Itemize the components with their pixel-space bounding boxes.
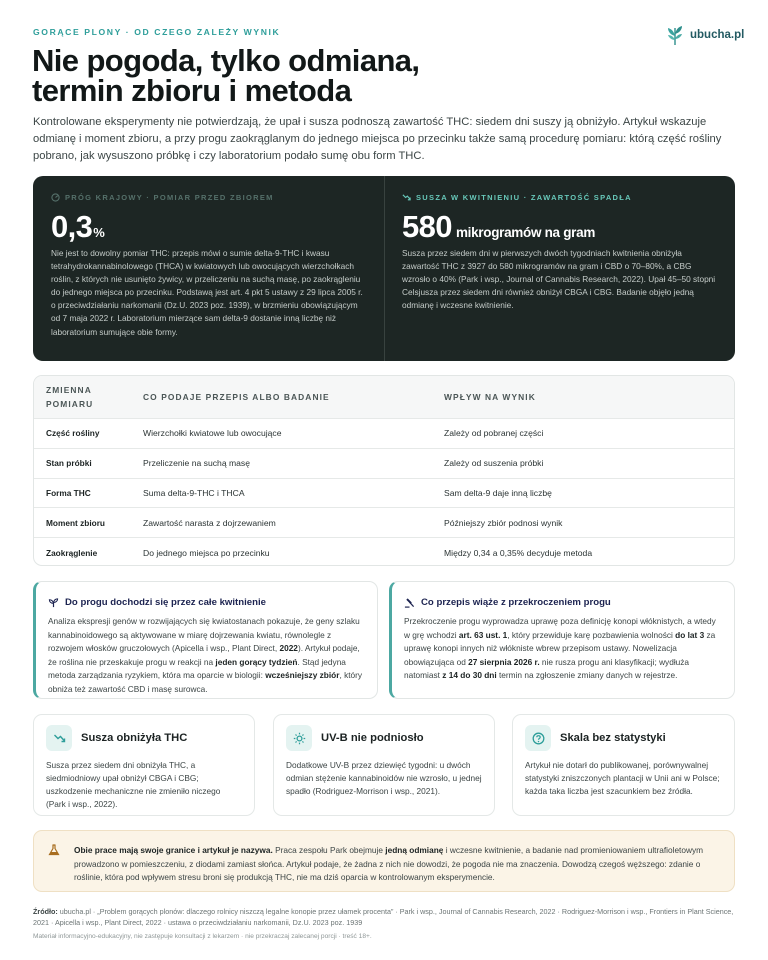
trend-down-icon: [402, 193, 411, 202]
table-header: [34, 376, 734, 418]
header-rule: CO PODAJE PRZEPIS ALBO BADANIE: [143, 392, 330, 402]
gauge-icon: [51, 193, 60, 202]
table-cell: Do jednego miejsca po przecinku: [143, 547, 270, 558]
table-cell: Forma THC: [46, 487, 91, 498]
highlight-law-title: Co przepis wiąże z przekroczeniem progu: [421, 596, 611, 608]
sun-icon: [293, 732, 306, 745]
logo-text: ubucha.pl: [690, 29, 745, 41]
flask-icon: [48, 844, 60, 856]
source-label: Źródło:: [33, 907, 58, 916]
limitations-text: Obie prace mają swoje granice i artykuł je nazywa. Praca zespołu Park obejmuje jedną odmianę i wczesne kwitnienie, a badanie nad promieniowaniem ultrafioletowym prowadzono w pomieszczeniu, z diodami zamiast słońca. Artykuł podaje, że żadna z nich nie dowodzi, że pogoda nie ma znaczenia. Dowodzą czegoś węższego: zdanie o roślinie, która pod wpływem stresu broni się produkcją THC, nie ma dziś oparcia w kontrolowanym eksperymencie.: [74, 845, 704, 883]
stat-drought-text: Susza przez siedem dni w pierwszych dwóch tygodniach kwitnienia obniżyła zawartość THC z 3927 do 580 mikrogramów na gram i CBD o 70–80%, a CBG wzrosło o 40% (Park i wsp., Journal of Cannabis Research, 2022). Upał 45–50 stopni Celsjusza przez siedem dni również obniżył CBGA i CBG. Badanie objęło jedną odmianę i wczesne kwitnienie.: [402, 248, 716, 311]
table-cell: Wierzchołki kwiatowe lub owocujące: [143, 428, 282, 439]
table-row: [34, 478, 734, 508]
table-cell: Zawartość narasta z dojrzewaniem: [143, 517, 276, 528]
gavel-icon: [404, 597, 415, 608]
card-drought: [33, 714, 255, 816]
card-scale-text: Artykuł nie dotarł do publikowanej, porównywalnej statystyki zniszczonych plantacji w Unii ani w Polsce; każda taka liczba jest szacunkiem bez źródła.: [525, 760, 720, 796]
stat-drought-value: 580: [402, 209, 452, 244]
limitations-note: [33, 830, 735, 892]
page-title: [32, 43, 592, 108]
table-row: [34, 418, 734, 448]
table-cell: Suma delta-9-THC i THCA: [143, 487, 245, 498]
table-row: [34, 448, 734, 478]
title-line-2: termin zbioru i metoda: [32, 73, 352, 108]
highlight-law: [389, 581, 735, 699]
stat-threshold-label: PRÓG KRAJOWY · POMIAR PRZED ZBIOREM: [65, 192, 274, 202]
table-cell: Przeliczenie na suchą masę: [143, 458, 250, 469]
source-line: [33, 906, 735, 928]
lede: Kontrolowane eksperymenty nie potwierdzają, że upał i susza podnoszą zawartość THC: siedem dni suszy ją obniżyło. Artykuł wskazuje odmianę i moment zbioru, a przy progu zaokrąglanym do jednego miejsca po przecinku także samą procedurę pomiaru: którą część rośliny pobrano, jak wysuszono próbkę i czy laboratorium podało sumę obu form THC.: [33, 116, 722, 162]
table-row: [34, 537, 734, 566]
kicker: GORĄCE PLONY · OD CZEGO ZALEŻY WYNIK: [33, 27, 281, 37]
card-drought-text: Susza przez siedem dni obniżyła THC, a siedmiodniowy upał obniżył CBGA i CBG; uszkodzenie mechaniczne nie zmieniło niczego (Park i wsp., 2022).: [46, 760, 221, 809]
table-cell: Między 0,34 a 0,35% decyduje metoda: [444, 547, 593, 558]
stat-drought-label: SUSZA W KWITNIENIU · ZAWARTOŚĆ SPADŁA: [416, 192, 632, 202]
measurement-table: [33, 375, 735, 566]
table-cell: Późniejszy zbiór podnosi wynik: [444, 517, 563, 528]
highlight-flowering-text: Analiza ekspresji genów w rozwijających się kwiatostanach pokazuje, że geny szlaku kannabinoidowego są aktywowane w miarę dojrzewania kwiatu, równolegle z rozwojem włosków gruczołowych (Apicella i wsp., Plant Direct, 2022). Artykuł podaje, że roślina nie przeskakuje progu w reakcji na jeden gorący tydzień. Stąd jedyna metoda zarządzania ryzykiem, która ma oparcie w biologii: wcześniejszy zbiór, który obniża też zawartość CBD i masę surowca.: [48, 616, 363, 694]
card-scale-title: Skala bez statystyki: [560, 732, 666, 744]
table-row: [34, 507, 734, 537]
header-effect: WPŁYW NA WYNIK: [444, 392, 536, 402]
trend-down-icon: [53, 732, 66, 745]
card-scale: [512, 714, 735, 816]
table-cell: Zależy od pobranej części: [444, 428, 544, 439]
question-icon: [532, 732, 545, 745]
stat-threshold-text: Nie jest to dowolny pomiar THC: przepis mówi o sumie delta-9-THC i kwasu tetrahydrokannabinolowego (THCA) w kwiatowych lub owocujących wierzchołkach roślin, z których nie usunięto żywicy, w przeliczeniu na suchą masę, po zaokrągleniu do jednego miejsca po przecinku. Podstawą jest art. 4 pkt 5 ustawy z 29 lipca 2005 r. o przeciwdziałaniu narkomanii (Dz.U. 2023 poz. 1939), w brzmieniu obowiązującym od 7 maja 2022 r. Laboratorium mierzące sam delta-9 dostanie inną liczbę niż laboratorium sumujące obie formy.: [51, 248, 363, 337]
stat-drought-unit: mikrogramów na gram: [455, 225, 596, 240]
stat-threshold: [33, 176, 384, 361]
table-cell: Część rośliny: [46, 428, 100, 439]
card-drought-title: Susza obniżyła THC: [81, 732, 188, 744]
stat-threshold-value: 0,3: [51, 209, 93, 244]
highlight-flowering-title: Do progu dochodzi się przez całe kwitnienie: [65, 596, 266, 608]
header-variable: ZMIENNA POMIARU: [46, 385, 94, 409]
stats-panel: [33, 176, 735, 361]
stat-threshold-unit: %: [93, 225, 105, 240]
table-cell: Moment zbioru: [46, 517, 105, 528]
stat-drought: [384, 176, 735, 361]
card-uvb-text: Dodatkowe UV-B przez dziewięć tygodni: u dwóch odmian stężenie kannabinoidów nie wzrosło, u jednej spadło (Rodriguez-Morrison i wsp., 2021).: [286, 760, 482, 796]
highlight-law-text: Przekroczenie progu wyprowadza uprawę poza definicję konopi włóknistych, a wtedy w grę wchodzi art. 63 ust. 1, który przewiduje karę pozbawienia wolności do lat 3 za uprawę konopi innych niż włókniste wbrew przepisom ustawy. Nowelizacja obowiązująca od 27 sierpnia 2026 r. nie rusza progu ani klasyfikacji; wydłuża natomiast z 14 do 30 dni termin na zgłoszenie zmiany danych w rejestrze.: [404, 616, 716, 680]
card-uvb-title: UV-B nie podniosło: [321, 732, 424, 744]
table-cell: Stan próbki: [46, 458, 92, 469]
table-cell: Zależy od suszenia próbki: [444, 458, 544, 469]
source-text: ubucha.pl · „Problem gorących plonów: dlaczego rolnicy niszczą legalne konopie przez ułamek procenta” · Park i wsp., Journal of Cannabis Research, 2022 · Rodriguez-Morrison i wsp., Frontiers in Plant Science, 2021 · Apicella i wsp., Plant Direct, 2022 · ustawa o przeciwdziałaniu narkomanii, Dz.U. 2023 poz. 1939: [33, 907, 734, 928]
sprout-icon: [48, 597, 59, 608]
site-logo[interactable]: [666, 24, 744, 46]
table-cell: Zaokrąglenie: [46, 547, 98, 558]
table-cell: Sam delta-9 daje inną liczbę: [444, 487, 552, 498]
leaf-logo-icon: [666, 24, 684, 46]
title-line-1: Nie pogoda, tylko odmiana,: [32, 43, 420, 78]
disclaimer: Materiał informacyjno-edukacyjny, nie zastępuje konsultacji z lekarzem · nie przekraczaj zalecanej porcji · treść 18+.: [33, 933, 372, 940]
highlight-flowering: [33, 581, 378, 699]
card-uvb: [273, 714, 495, 816]
